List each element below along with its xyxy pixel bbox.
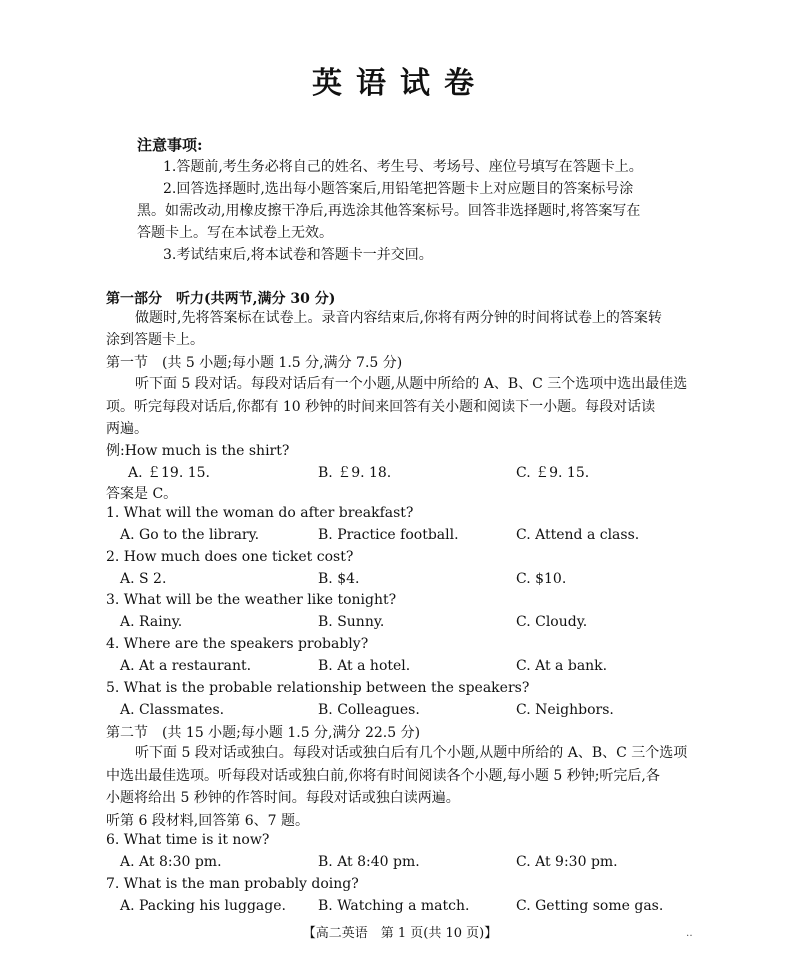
- question-1-option-a: A. Go to the library.: [120, 527, 260, 543]
- question-2: 2. How much does one ticket cost?: [106, 549, 354, 565]
- question-6: 6. What time is it now?: [106, 832, 270, 848]
- section1-instr-line-3: 两遍。: [106, 421, 148, 437]
- question-7: 7. What is the man probably doing?: [106, 876, 359, 892]
- section2-heading: 第二节 (共 15 小题;每小题 1.5 分,满分 22.5 分): [106, 725, 421, 741]
- corner-mark-icon: ‥: [686, 928, 693, 939]
- section2-instr-line-2: 中选出最佳选项。听每段对话或独白前,你将有时间阅读各个小题,每小题 5 秒钟;听完后,各: [106, 768, 660, 784]
- example-question: 例:How much is the shirt?: [106, 443, 290, 459]
- section2-instr-line-3: 小题将给出 5 秒钟的作答时间。每段对话或独白读两遍。: [106, 790, 460, 806]
- question-2-option-a: A. S 2.: [120, 571, 167, 587]
- question-3-option-b: B. Sunny.: [318, 614, 385, 630]
- example-answer: 答案是 C。: [106, 486, 178, 502]
- section2-material: 听第 6 段材料,回答第 6、7 题。: [106, 813, 309, 829]
- question-1-option-b: B. Practice football.: [318, 527, 459, 543]
- question-7-option-a: A. Packing his luggage.: [120, 898, 286, 914]
- question-3-option-c: C. Cloudy.: [516, 614, 588, 630]
- question-3: 3. What will be the weather like tonight?: [106, 592, 397, 608]
- notice-item-1: 1.答题前,考生务必将自己的姓名、考生号、考场号、座位号填写在答题卡上。: [163, 159, 643, 175]
- example-option-c: C. ￡9. 15.: [516, 465, 590, 481]
- part1-intro-line-1: 做题时,先将答案标在试卷上。录音内容结束后,你将有两分钟的时间将试卷上的答案转: [135, 310, 662, 326]
- question-7-option-b: B. Watching a match.: [318, 898, 470, 914]
- question-5: 5. What is the probable relationship between the speakers?: [106, 680, 530, 696]
- section1-heading: 第一节 (共 5 小题;每小题 1.5 分,满分 7.5 分): [106, 355, 403, 371]
- page-title: 英语试卷: [312, 66, 488, 101]
- question-6-option-b: B. At 8:40 pm.: [318, 854, 420, 870]
- question-1: 1. What will the woman do after breakfast?: [106, 505, 414, 521]
- question-1-option-c: C. Attend a class.: [516, 527, 640, 543]
- question-2-option-b: B. $4.: [318, 571, 360, 587]
- section1-instr-line-1: 听下面 5 段对话。每段对话后有一个小题,从题中所给的 A、B、C 三个选项中选出最佳选: [135, 376, 688, 392]
- question-6-option-c: C. At 9:30 pm.: [516, 854, 618, 870]
- notice-item-2-line-2: 黑。如需改动,用橡皮擦干净后,再选涂其他答案标号。回答非选择题时,将答案写在: [137, 203, 641, 219]
- part1-heading: 第一部分 听力(共两节,满分 30 分): [106, 291, 336, 307]
- part1-intro-line-2: 涂到答题卡上。: [106, 332, 204, 348]
- notice-item-3: 3.考试结束后,将本试卷和答题卡一并交回。: [163, 247, 433, 263]
- question-4-option-a: A. At a restaurant.: [120, 658, 252, 674]
- section2-instr-line-1: 听下面 5 段对话或独白。每段对话或独白后有几个小题,从题中所给的 A、B、C 三个选项: [135, 745, 688, 761]
- section1-instr-line-2: 项。听完每段对话后,你都有 10 秒钟的时间来回答有关小题和阅读下一小题。每段对话读: [106, 399, 656, 415]
- question-5-option-a: A. Classmates.: [120, 702, 225, 718]
- question-5-option-b: B. Colleagues.: [318, 702, 420, 718]
- notice-item-2-line-1: 2.回答选择题时,选出每小题答案后,用铅笔把答题卡上对应题目的答案标号涂: [163, 181, 634, 197]
- question-6-option-a: A. At 8:30 pm.: [120, 854, 222, 870]
- example-option-a: A. ￡19. 15.: [128, 465, 210, 481]
- question-4-option-c: C. At a bank.: [516, 658, 608, 674]
- question-2-option-c: C. $10.: [516, 571, 567, 587]
- notice-item-2-line-3: 答题卡上。写在本试卷上无效。: [137, 225, 333, 241]
- question-4-option-b: B. At a hotel.: [318, 658, 411, 674]
- question-3-option-a: A. Rainy.: [120, 614, 183, 630]
- notice-heading: 注意事项:: [137, 136, 203, 154]
- question-7-option-c: C. Getting some gas.: [516, 898, 664, 914]
- question-4: 4. Where are the speakers probably?: [106, 636, 369, 652]
- question-5-option-c: C. Neighbors.: [516, 702, 614, 718]
- example-option-b: B. ￡9. 18.: [318, 465, 392, 481]
- page-footer: 【高二英语 第 1 页(共 10 页)】: [302, 926, 498, 941]
